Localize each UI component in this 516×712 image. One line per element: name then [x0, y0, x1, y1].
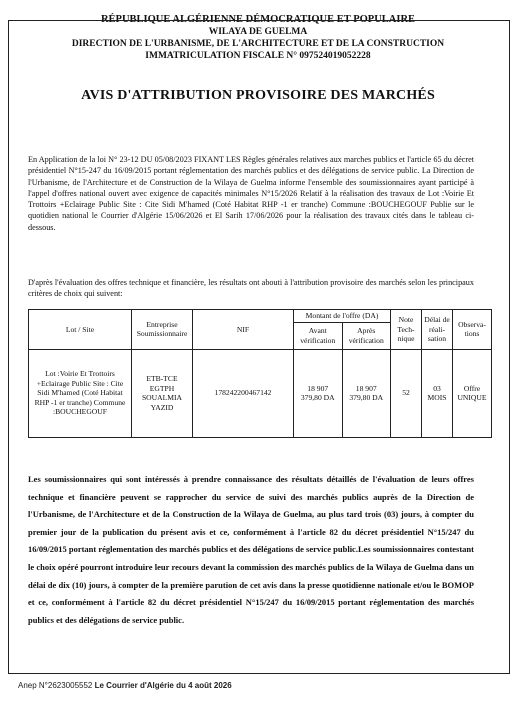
results-paragraph: D'après l'évaluation des offres technique et financière, les résultats ont abouti à l'attribution provisoire des marchés selon les principaux critères de choix qui suivent: [28, 278, 474, 299]
publication-footer [18, 681, 498, 690]
header-fiscal-id: IMMATRICULATION FISCALE N° 097524019052228 [145, 51, 371, 61]
cell-nif: 178242200467142 [193, 349, 294, 437]
header-nif: NIF [193, 310, 294, 350]
cell-avant: 18 907 379,80 DA [294, 349, 343, 437]
header-avant: Avant vérification [294, 322, 343, 349]
cell-lot: Lot :Voirie Et Trottoirs +Eclairage Public Site : Cite Sidi M'hamed (Coté Habitat RHP -1 er tranche) Commune :BOUCHEGOUF [29, 349, 132, 437]
header-lot: Lot / Site [29, 310, 132, 350]
header-delai: Délai de réali-sation [422, 310, 453, 350]
header-direction: DIRECTION DE L'URBANISME, DE L'ARCHITECTURE ET DE LA CONSTRUCTION [71, 39, 445, 49]
cell-delai: 03 MOIS [422, 349, 453, 437]
appeal-paragraph: Les soumissionnaires qui sont intéressés à prendre connaissance des résultats détaillés de l'évaluation de leurs offres technique et financière peuvent se rapprocher du service de suivi des marchés publics auprès de la Direction de l'Urbanisme, de l'Architecture et de la Construction de la Wilaya de Guelma, au plus tard trois (03) jours, à compter du premier jour de la publication du présent avis et ce, conformément à l'article 82 du décret présidentiel N°15/247 du 16/09/2015 portant réglementation des marchés publics et des délégations de service public.Les soumissionnaires contestant le choix opéré pourront introduire leur recours devant la commission des marchés publics de la Wilaya de Guelma dans un délai de dix (10) jours, à compter de la première parution de cet avis dans la presse quotidienne nationale et/ou le BOMOP et ce, conformément à l'article 82 du décret présidentiel N°15/247 du 16/09/2015 portant réglementation des marchés publics et des délégations de service public. [28, 474, 474, 625]
table-header-row [29, 310, 492, 323]
header-entreprise: Entreprise Soumissionnaire [132, 310, 193, 350]
cell-entreprise: ETB-TCE EGTPH SOUALMIA YAZID [132, 349, 193, 437]
table-row [29, 349, 492, 437]
award-table [28, 309, 492, 438]
anep-number: Anep N°2623005552 [18, 681, 93, 690]
intro-paragraph: En Application de la loi N° 23-12 DU 05/08/2023 FIXANT LES Règles générales relatives aux marches publics et l'article 65 du décret présidentiel N°15-247 du 16/09/2015 portant réglementation des marchés publics et des délégations de service public. La Direction de l'Urbanisme, de l'Architecture et de Construction de la Wilaya de Guelma informe l'ensemble des soumissionnaires ayant participé à l'appel d'offres national ouvert avec exigence de capacités minimales N°15/2026 Relatif à la réalisation des travaux de Lot :Voirie Et Trottoirs +Eclairage Public Site : Cite Sidi M'hamed (Coté Habitat RHP -1 er tranche) Commune :BOUCHEGOUF Publie sur le quotidien national le Courrier d'Algérie 15/06/2026 et El Sarih 17/06/2026 pour la réalisation des travaux cités dans le tableau ci-dessous. [28, 155, 474, 232]
cell-apres: 18 907 379,80 DA [342, 349, 391, 437]
cell-note: 52 [391, 349, 422, 437]
notice-title: AVIS D'ATTRIBUTION PROVISOIRE DES MARCHÉS [81, 88, 435, 103]
header-apres: Après vérification [342, 322, 391, 349]
header-wilaya: WILAYA DE GUELMA [208, 27, 308, 37]
header-observations: Observa-tions [453, 310, 492, 350]
newspaper-reference: Le Courrier d'Algérie du 4 août 2026 [94, 681, 232, 690]
header-montant: Montant de l'offre (DA) [294, 310, 391, 323]
header-republic: RÉPUBLIQUE ALGÉRIENNE DÉMOCRATIQUE ET POPULAIRE [100, 14, 416, 25]
cell-observations: Offre UNIQUE [453, 349, 492, 437]
header-note: Note Tech-nique [391, 310, 422, 350]
